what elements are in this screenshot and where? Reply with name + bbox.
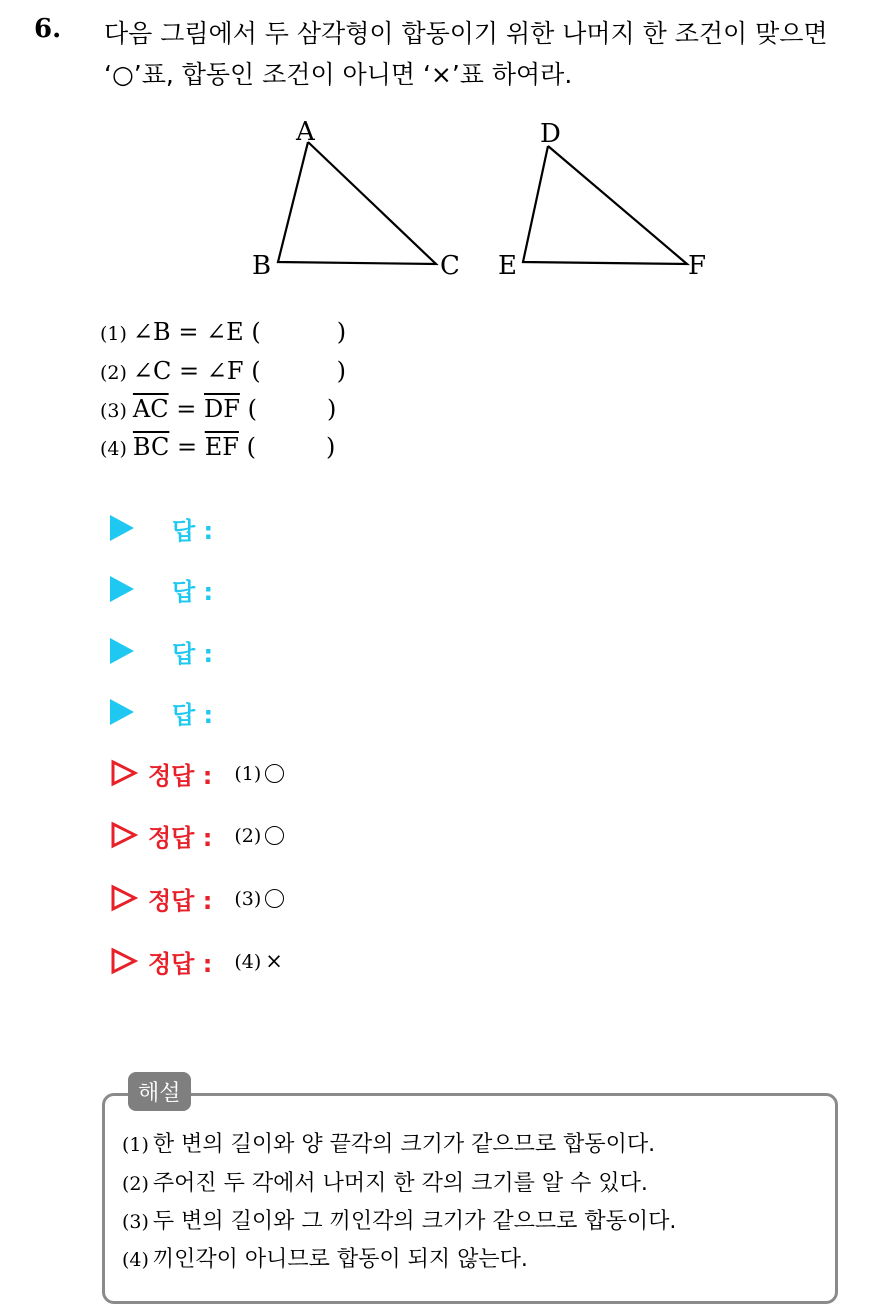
answer-row-3[interactable] <box>110 634 213 668</box>
vertex-label-c: C <box>440 251 460 281</box>
answer-row-2[interactable] <box>110 572 213 606</box>
solution-label: 정답 : <box>148 761 213 790</box>
circle-mark-icon <box>265 764 284 783</box>
circle-mark-icon <box>265 889 284 908</box>
explanation-line-1 <box>122 1127 655 1158</box>
solution-number: (2) <box>234 825 262 847</box>
blank-close-paren: ) <box>326 395 337 423</box>
solution-value <box>234 886 284 910</box>
vertex-label-b: B <box>252 251 272 281</box>
vertex-label-f: F <box>688 251 707 281</box>
cross-mark: × <box>265 949 283 973</box>
condition-4 <box>100 433 335 461</box>
condition-equals: = <box>179 357 200 385</box>
condition-rhs-segment: $\overline{EF}$ <box>204 433 239 461</box>
answer-label: 답 : <box>172 516 214 545</box>
outline-triangle-icon <box>110 884 138 912</box>
answer-row-1[interactable] <box>110 511 213 545</box>
condition-rhs: ∠F <box>206 357 244 385</box>
explanation-text: 주어진 두 각에서 나머지 한 각의 크기를 알 수 있다. <box>152 1171 648 1196</box>
blank-close-paren: ) <box>336 318 347 346</box>
play-triangle-icon <box>110 576 134 602</box>
explanation-number: (1) <box>122 1134 149 1156</box>
solution-row-3 <box>110 881 284 915</box>
explanation-number: (2) <box>122 1173 149 1195</box>
solution-label: 정답 : <box>148 886 213 915</box>
vertex-label-d: D <box>540 119 561 149</box>
explanation-line-3 <box>122 1204 676 1235</box>
vertex-label-e: E <box>498 251 517 281</box>
question-text-line1: 다음 그림에서 두 삼각형이 합동이기 위한 나머지 한 조건이 맞으면 <box>104 19 828 48</box>
answer-label: 답 : <box>172 700 214 729</box>
blank-open-paren: ( <box>247 395 257 423</box>
triangle-def <box>523 146 687 264</box>
question-number: 6. <box>34 14 62 44</box>
explanation-text: 끼인각이 아니므로 합동이 되지 않는다. <box>152 1247 528 1272</box>
solution-number: (4) <box>234 951 262 973</box>
outline-triangle-icon <box>110 759 138 787</box>
condition-number: (4) <box>100 438 127 460</box>
condition-equals: = <box>176 395 197 423</box>
solution-row-2 <box>110 818 284 852</box>
condition-lhs: ∠B <box>132 318 171 346</box>
answer-row-4[interactable] <box>110 695 213 729</box>
condition-rhs-segment: $\overline{DF}$ <box>204 395 240 423</box>
solution-row-1 <box>110 756 284 790</box>
condition-3 <box>100 395 336 423</box>
answer-label: 답 : <box>172 639 214 668</box>
explanation-number: (3) <box>122 1211 149 1233</box>
explanation-number: (4) <box>122 1249 149 1271</box>
triangles-figure <box>240 110 720 290</box>
explanation-line-4 <box>122 1242 528 1273</box>
blank-open-paren: ( <box>246 433 256 461</box>
solution-label: 정답 : <box>148 949 213 978</box>
condition-equals: = <box>177 433 198 461</box>
answer-label: 답 : <box>172 577 214 606</box>
condition-rhs: ∠E <box>206 318 244 346</box>
play-triangle-icon <box>110 638 134 664</box>
blank-open-paren: ( <box>251 357 261 385</box>
condition-number: (3) <box>100 400 127 422</box>
outline-triangle-icon <box>110 821 138 849</box>
explanation-line-2 <box>122 1166 648 1197</box>
solution-label: 정답 : <box>148 823 213 852</box>
blank-close-paren: ) <box>325 433 336 461</box>
circle-mark-icon <box>265 826 284 845</box>
blank-close-paren: ) <box>336 357 346 385</box>
play-triangle-icon <box>110 515 134 541</box>
condition-2 <box>100 357 346 385</box>
blank-open-paren: ( <box>251 318 261 346</box>
play-triangle-icon <box>110 699 134 725</box>
triangle-abc <box>278 142 436 264</box>
condition-number: (1) <box>100 323 127 345</box>
solution-number: (3) <box>234 888 262 910</box>
condition-lhs-segment: $\overline{BC}$ <box>132 433 170 461</box>
outline-triangle-icon <box>110 947 138 975</box>
condition-equals: = <box>178 318 199 346</box>
explanation-text: 두 변의 길이와 그 끼인각의 크기가 같으므로 합동이다. <box>152 1209 677 1234</box>
question-text-line2: ‘○’표, 합동인 조건이 아니면 ‘×’표 하여라. <box>104 60 573 89</box>
explanation-text: 한 변의 길이와 양 끝각의 크기가 같으므로 합동이다. <box>152 1132 656 1157</box>
condition-lhs: ∠C <box>132 357 172 385</box>
solution-number: (1) <box>234 763 262 785</box>
condition-number: (2) <box>100 362 127 384</box>
solution-value <box>234 823 284 847</box>
explanation-tag: 해설 <box>128 1072 191 1111</box>
condition-1 <box>100 318 346 346</box>
vertex-label-a: A <box>296 117 315 147</box>
solution-value <box>234 761 284 785</box>
condition-lhs-segment: $\overline{AC}$ <box>132 395 169 423</box>
solution-row-4 <box>110 944 283 978</box>
solution-value <box>234 949 283 973</box>
